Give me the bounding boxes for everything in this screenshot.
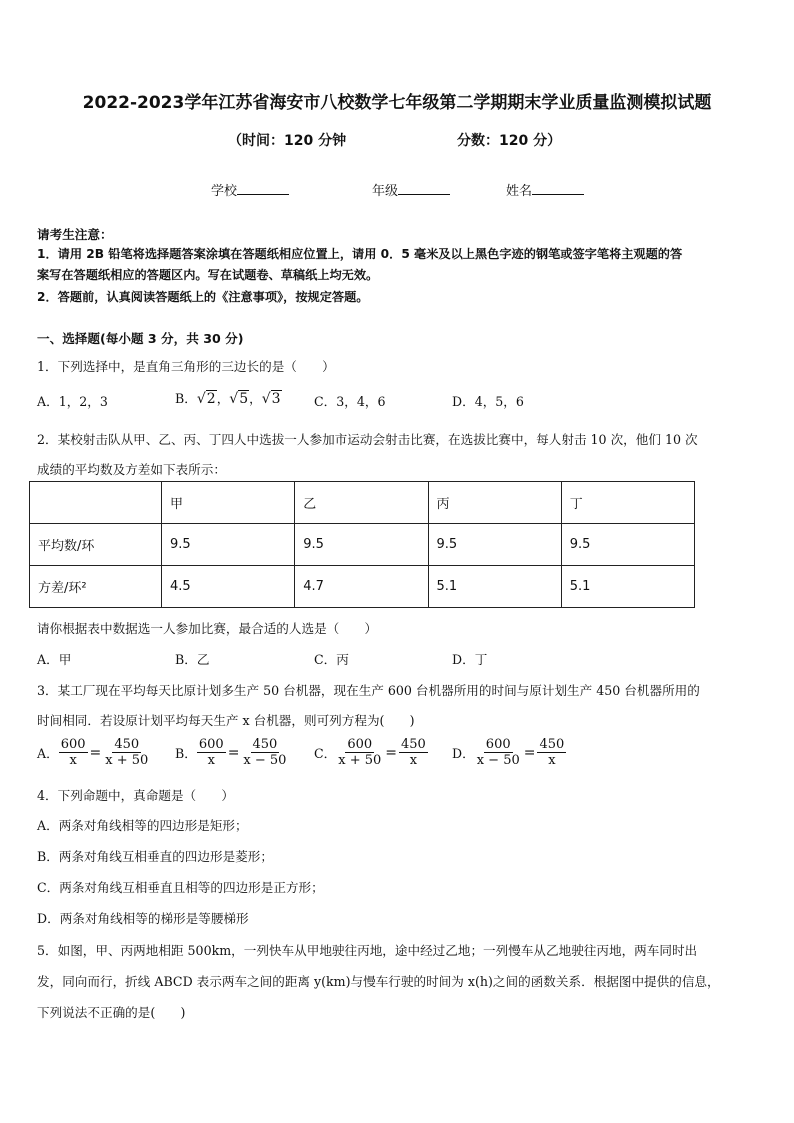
q3-option-c: C． $\frac{600}{x + 50}$ = $\frac{450}{x}$ [314, 737, 426, 768]
table-cell: 9.5 [162, 524, 295, 566]
table-cell: 甲 [162, 482, 295, 524]
sqrt-symbol: √3 [261, 391, 281, 407]
q2-ask: 请你根据表中数据选一人参加比赛，最合适的人选是（ ） [37, 621, 378, 636]
exam-time: （时间：120 分钟 [228, 133, 347, 149]
q1-option-b: B．√2，√5，√3 [175, 391, 281, 407]
q4-option-a: A．两条对角线相等的四边形是矩形； [37, 818, 248, 833]
q1-stem: 1．下列选择中，是直角三角形的三边长的是（ ） [37, 359, 335, 374]
table-cell: 方差/环² [30, 566, 162, 608]
table-row [30, 566, 695, 608]
name-field: 姓名 [506, 180, 584, 199]
table-cell: 9.5 [428, 524, 561, 566]
table-cell [30, 482, 162, 524]
q3-stem: 3．某工厂现在平均每天比原计划多生产 50 台机器，现在生产 600 台机器所用的时间与原计划生产 450 台机器所用的 [37, 683, 700, 698]
q1-option-c: C．3，4，6 [314, 394, 386, 409]
table-cell: 4.5 [162, 566, 295, 608]
page-title: 2022-2023学年江苏省海安市八校数学七年级第二学期期末学业质量监测模拟试题 [82, 93, 712, 113]
table-cell: 9.5 [295, 524, 428, 566]
school-field: 学校 [211, 180, 289, 199]
notice-item-2: 2．答题前，认真阅读答题纸上的《注意事项》，按规定答题。 [37, 290, 369, 304]
table-cell: 平均数/环 [30, 524, 162, 566]
sqrt-symbol: √5 [229, 391, 249, 407]
exam-score: 分数：120 分） [457, 133, 562, 149]
q2-option-b: B．乙 [175, 652, 210, 667]
q3-option-d: D． $\frac{600}{x - 50}$ = $\frac{450}{x}$ [452, 737, 565, 768]
table-cell: 4.7 [295, 566, 428, 608]
grade-field: 年级 [372, 180, 450, 199]
q5-stem-cont-2: 下列说法不正确的是( ) [37, 1005, 186, 1020]
q5-stem: 5．如图，甲、丙两地相距 500km，一列快车从甲地驶往丙地，途中经过乙地；一列慢车从乙地驶往丙地，两车同时出 [37, 943, 698, 958]
table-cell: 5.1 [561, 566, 694, 608]
q2-stem: 2．某校射击队从甲、乙、丙、丁四人中选拔一人参加市运动会射击比赛，在选拔比赛中，每人射击 10 次，他们 10 次 [37, 432, 698, 447]
q3-option-b: B． $\frac{600}{x}$ = $\frac{450}{x - 50}$ [175, 737, 287, 768]
q2-stem-cont: 成绩的平均数及方差如下表所示： [37, 462, 226, 477]
table-cell: 丙 [428, 482, 561, 524]
notice-item-1: 1．请用 2B 铅笔将选择题答案涂填在答题纸相应位置上，请用 0．5 毫米及以上黑色字迹的钢笔或签字笔将主观题的答 [37, 247, 683, 261]
table-cell: 5.1 [428, 566, 561, 608]
q1-option-d: D．4，5，6 [452, 394, 524, 409]
q2-option-c: C．丙 [314, 652, 349, 667]
q4-option-b: B．两条对角线互相垂直的四边形是菱形； [37, 849, 273, 864]
q3-option-a: A． $\frac{600}{x}$ = $\frac{450}{x + 50}$ [37, 737, 149, 768]
section-heading: 一、选择题(每小题 3 分，共 30 分) [37, 331, 244, 346]
q1-option-a: A．1，2，3 [37, 394, 108, 409]
notice-item-1-cont: 案写在答题纸相应的答题区内。写在试题卷、草稿纸上均无效。 [37, 268, 379, 282]
score-table [29, 481, 695, 608]
q2-option-d: D．丁 [452, 652, 488, 667]
q4-stem: 4．下列命题中，真命题是（ ） [37, 788, 234, 803]
table-cell: 9.5 [561, 524, 694, 566]
table-header-row [30, 482, 695, 524]
table-row [30, 524, 695, 566]
table-cell: 丁 [561, 482, 694, 524]
q5-stem-cont: 发，同向而行，折线 ABCD 表示两车之间的距离 y(km)与慢车行驶的时间为 x(h)之间的函数关系．根据图中提供的信息， [37, 974, 720, 989]
q3-stem-cont: 时间相同．若设原计划平均每天生产 x 台机器，则可列方程为( ) [37, 713, 415, 728]
q2-option-a: A．甲 [37, 652, 72, 667]
sqrt-symbol: √2 [196, 391, 216, 407]
table-cell: 乙 [295, 482, 428, 524]
q4-option-d: D．两条对角线相等的梯形是等腰梯形 [37, 911, 249, 926]
notice-heading: 请考生注意： [37, 227, 113, 242]
q4-option-c: C．两条对角线互相垂直且相等的四边形是正方形； [37, 880, 324, 895]
